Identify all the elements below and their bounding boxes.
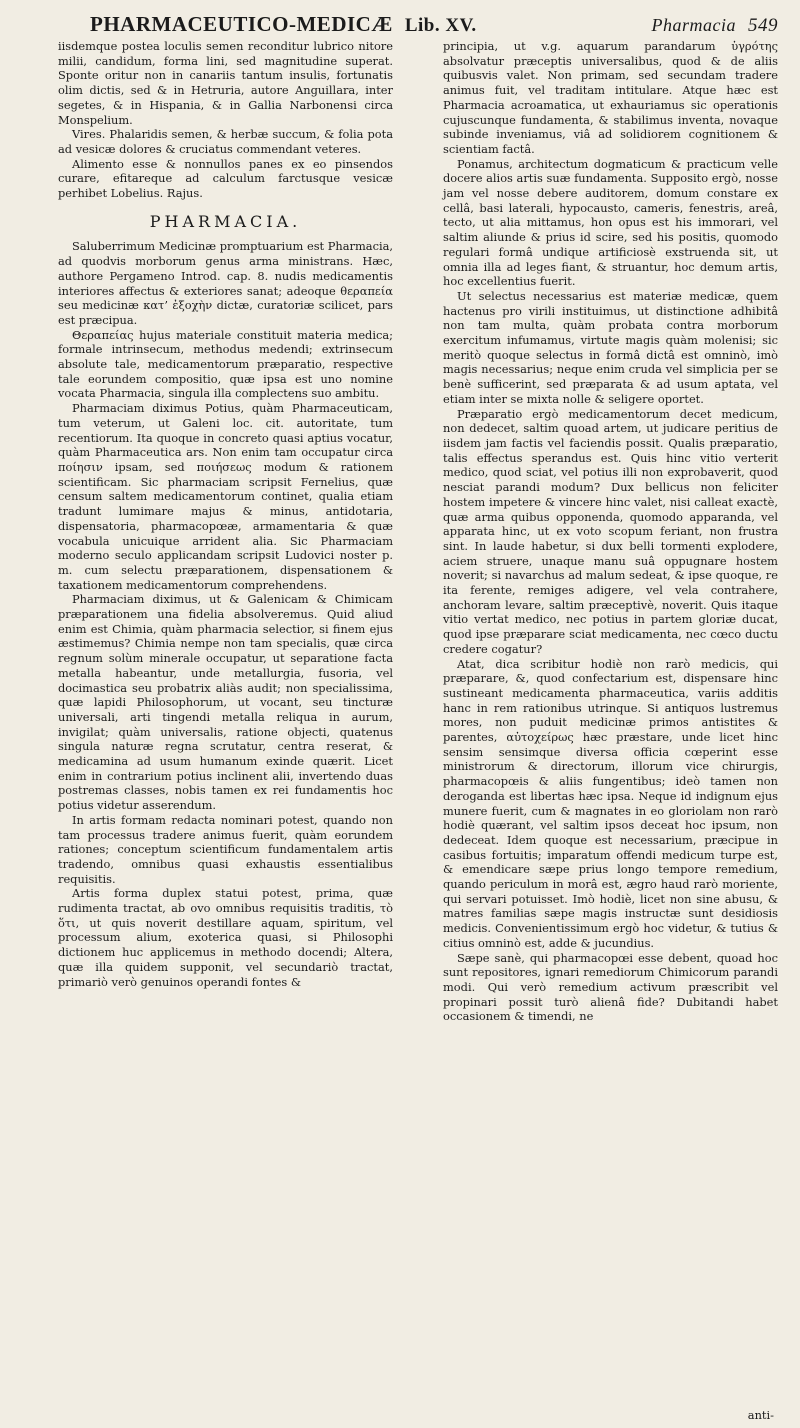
running-head-book: Lib. XV. <box>404 15 477 36</box>
paragraph: Vires. Phalaridis semen, & herbæ succum, & folia pota ad vesicæ dolores & cruciatus commendant veteres. <box>58 127 393 156</box>
running-head <box>90 12 778 37</box>
paragraph: Præparatio ergò medicamentorum decet medicum, non dedecet, saltim quoad artem, ut judicare peritius de iisdem jam factis vel faciendis possit. Qualis præparatio, talis effectus sperandus est. Quis hinc vitio verterit medico, quod sciat, vel potius illi non exprobaverit, quod nesciat parandi modum? Dux bellicus non feliciter hostem impetere & vincere hinc valet, nisi calleat exactè, quæ arma quibus opponenda, quomodo apparanda, vel apparata hinc, ut ex voto scopum feriant, non frustra sint. In laude habetur, si dux belli tormenti explodere, aciem struere, unaque manu suâ oppugnare hostem noverit; si navarchus ad malum sedeat, & ipse quoque, re ita ferente, remiges adigere, vel vela contrahere, anchoram levare, saltim præceptivè, noverit. Quis itaque vitio vertat medico, nec potius in partem gloriæ ducat, quod ipse præparare sciat medicamenta, nec cœco ductu credere cogatur? <box>443 406 778 656</box>
paragraph: Saluberrimum Medicinæ promptuarium est Pharmacia, ad quodvis morborum genus arma ministrans. Hæc, authore Pergameno Introd. cap. 8. nudis medicamentis interiores affectus & exteriores sanat; adeoque θεραπεία seu medicinæ κατ’ ἐξοχὴν dictæ, curatoriæ scilicet, pars est præcipua. <box>58 239 394 327</box>
paragraph: principia, ut v.g. aquarum parandarum ὑγρότης absolvatur præceptis universalibus, quod & de aliis quibusvis valet. Non primam, sed secundam tradere animus fuit, vel traditam intitulare. Atque hæc est Pharmacia acroamatica, ut exhauriamus sic operationis cujuscunque fundamenta, & stabilimus inventa, novaque subinde inveniamus, viâ ad solidiorem cognitionem & scientiam factâ. <box>443 39 778 156</box>
catchword: anti- <box>747 1408 774 1422</box>
right-column <box>443 39 778 1024</box>
section-heading: PHARMACIA. <box>149 211 302 231</box>
paragraph: Sæpe sanè, qui pharmacopœi esse debent, quoad hoc sunt repositores, ignari remediorum Chimicorum parandi modi. Qui verò remedium activum præscribit vel propinari possit turò alienâ fide? Dubitandi habet occasionem & timendi, ne <box>443 950 778 1024</box>
paragraph: Θεραπείας hujus materiale constituit materia medica; formale intrinsecum, methodus medendi; extrinsecum absolute tale, medicamentorum præparatio, respective tale eorundem compositio, quæ ipsa est uno nomine vocata Pharmacia, singula illa complectens suo ambitu. <box>58 327 393 401</box>
paragraph: Atat, dica scribitur hodiè non rarò medicis, qui præparare, &, quod confectarium est, dispensare hinc sustineant medicamenta pharmaceutica, variis additis hanc in rem rationibus utrinque. Si antiquos lustremus mores, non puduit medicinæ primos antistites & parentes, αὐτοχείρως hæc præstare, unde licet hinc sensim sensimque diversa officia cœperint esse ministrorum & directorum, illorum vice chirurgis, pharmacopœis & aliis fungentibus; ideò tamen non deroganda est libertas hæc ipsa. Neque id indignum ejus munere fuerit, cum & magnates in eo gloriolam non rarò hodiè quærant, vel saltim ipsos deceat hoc ipsum, non dedeceat. Idem quoque est necessarium, præcipue in casibus fortuitis; imparatum offendi medicum turpe est, & emendicare sæpe prius longo tempore remedium, quando periculum in morâ est, ægro haud rarò moriente, qui servari potuisset. Imò hodiè, licet non sine abusu, & matres familias sæpe magis instructæ sunt desidiosis medicis. Convenientissimum ergò hoc videtur, & tutius & citius omninò est, adde & jucundius. <box>443 656 778 950</box>
paragraph: Pharmaciam diximus, ut & Galenicam & Chimicam præparationem una fidelia absolveremus. Quid aliud enim est Chimia, quàm pharmacia selectior, si finem ejus æstimemus? Chimia nempe non tam specialis, quæ circa regnum solùm minerale occupatur, ut separatione facta metalla habeantur, unde metallurgia, fusoria, vel docimastica seu probatrix aliàs audit; non specialissima, quæ lapidi Philosophorum, ut vocant, seu tincturæ universali, arti tingendi metalla reliqua in aurum, invigilat; quàm universalis, ratione objecti, quatenus singula naturæ regna scrutatur, centra reserat, & medicamina ad usum humanum exinde quærit. Licet enim in contrarium potius inclinent alii, invertendo duas postremas classes, nobis tamen ex rei fundamentis hoc potius videtur asserendum. <box>58 592 393 813</box>
page-number: 549 <box>748 15 778 36</box>
paragraph: Ut selectus necessarius est materiæ medicæ, quem hactenus pro virili instituimus, ut distinctione adhibitâ non tam multa, quàm probata contra morborum exercitum infumamus, virtute magis quàm molenisi; sic meritò quoque selectus in formâ dictâ est omninò, imò magis necessarius; neque enim cruda vel simplicia per se benè sufficerint, sed præparata & ad usum aptata, vel etiam inter se mixta nolle & seligere oportet. <box>443 288 778 406</box>
paragraph: Ponamus, architectum dogmaticum & practicum velle docere alios artis suæ fundamenta. Supposito ergò, nosse jam vel nosse debere auditorem, domum constare ex cellâ, basi laterali, hypocausto, cameris, fenestris, areâ, tecto, ut alia mittamus, hon opus est his immorari, vel saltim aliunde & prius id scire, sed his positis, quomodo regulari formâ undique artificiosè exstruenda sit, ut omnia illa ad leges fiant, & struantur, hoc demum artis, hoc excellentius fuerit. <box>443 156 778 289</box>
text-columns <box>58 39 778 1024</box>
paragraph: Alimento esse & nonnullos panes ex eo pinsendos curare, efitareque ad calculum farctusque vesicæ perhibet Lobelius. Rajus. <box>58 156 393 201</box>
running-head-title: PHARMACEUTICO-MEDICÆ <box>90 12 393 36</box>
paragraph: Pharmaciam diximus Potius, quàm Pharmaceuticam, tum veterum, ut Galeni loc. cit. autoritate, tum recentiorum. Ita quoque in concreto quasi aptius vocatur, quàm Pharmaceutica ars. Non enim tam occupatur circa ποίησιν ipsam, sed ποιήσεως modum & rationem scientificam. Sic pharmaciam scripsit Fernelius, quæ censum saltem medicamentorum continet, qualia etiam tradunt lumimare majus & minus, antidotaria, dispensatoria, pharmacopœæ, armamentaria & quæ vocabula unicuique arrident alia. Sic Pharmaciam moderno seculo applicandam scripsit Ludovici noster p. m. cum selectu præparationem, dispensationem & taxationem medicamentorum comprehendens. <box>58 401 393 592</box>
paragraph: iisdemque postea loculis semen reconditur lubrico nitore milii, candidum, forma lini, sed magnitudine superat. Sponte oritur non in canariis tantum insulis, fortunatis olim dictis, sed & in Hetruria, autore Anguillara, inter segetes, & in Hispania, & in Gallia Narbonensi circa Monspelium. <box>58 39 393 127</box>
paragraph: In artis formam redacta nominari potest, quando non tam processus tradere animus fuerit, quàm eorundem rationes; conceptum scientificum fundamentalem artis tradendo, omnibus quasi exhaustis essentialibus requisitis. <box>58 812 393 886</box>
running-head-section: Pharmacia <box>651 15 736 35</box>
left-column <box>58 39 393 1024</box>
paragraph: Artis forma duplex statui potest, prima, quæ rudimenta tractat, ab ovo omnibus requisitis traditis, τὸ ὅτι, ut quis noverit destillare aquam, spiritum, vel processum alium, exoterica quasi, si Philosophi dictionem huc applicemus in methodo docendi; Altera, quæ illa quidem supponit, vel secundariò tractat, primariò verò genuinos operandi fontes & <box>58 886 393 989</box>
